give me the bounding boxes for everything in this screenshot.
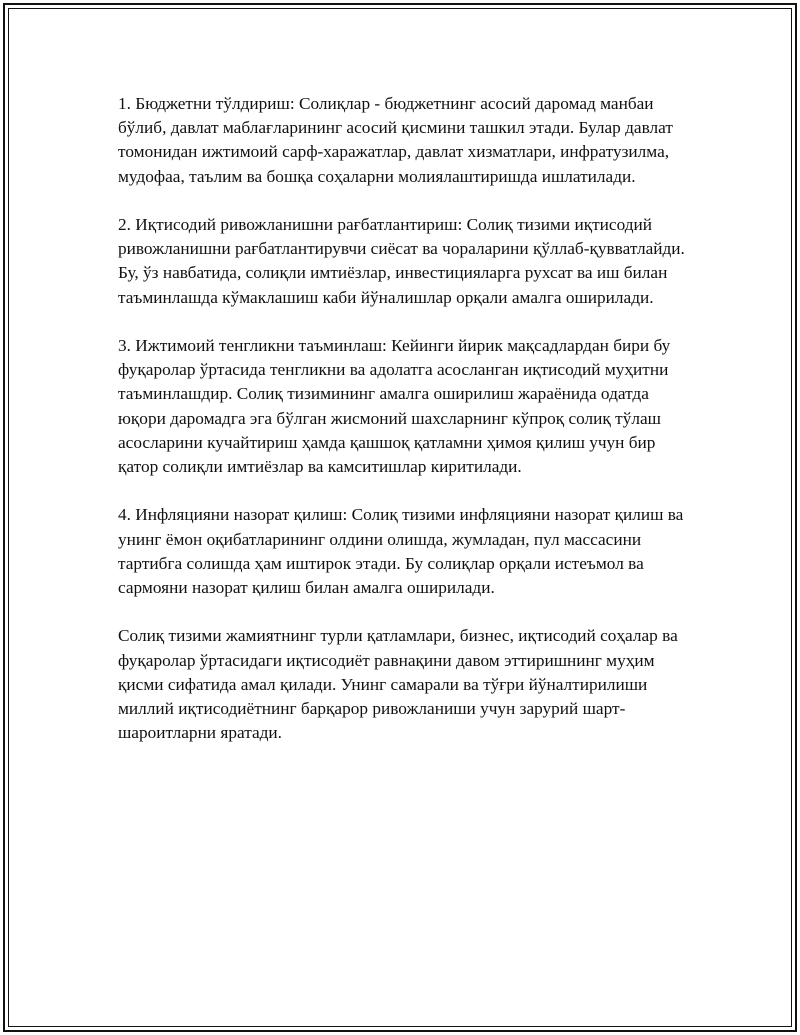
paragraph-social-equality: 3. Ижтимоий тенгликни таъминлаш: Кейинги йирик мақсадлардан бири бу фуқаролар ўртасида тенгликни ва адолатга асосланган иқтисодий муҳитни таъминлашдир. Солиқ тизимининг амалга оширилиш жараёнида одатда юқори даромадга эга бўлган жисмоний шахсларнинг кўпроқ солиқ тўлаш асосларини кучайтириш ҳамда қашшоқ қатламни ҳимоя қилиш учун бир қатор солиқли имтиёзлар ва камситишлар киритилади.	[118, 336, 671, 477]
paragraph-inflation-control: 4. Инфляцияни назорат қилиш: Солиқ тизими инфляцияни назорат қилиш ва унинг ёмон оқибатларининг олдини олишда, жумладан, пул массасини тартибга солишда ҳам иштирок этади. Бу солиқлар орқали истеъмол ва сармояни назорат қилиш билан амалга оширилади.	[118, 505, 684, 598]
paragraph-economic-growth: 2. Иқтисодий ривожланишни рағбатлантириш: Солиқ тизими иқтисодий ривожланишни рағбатлантирувчи сиёсат ва чораларини қўллаб-қувватлайди. Бу, ўз навбатида, солиқли имтиёзлар, инвестицияларга рухсат ва иш билан таъминлашда кўмаклашиш каби йўналишлар орқали амалга оширилади.	[118, 215, 685, 307]
paragraph-conclusion: Солиқ тизими жамиятнинг турли қатламлари, бизнес, иқтисодий соҳалар ва фуқаролар ўртасидаги иқтисодиёт равнақини давом эттиришнинг муҳим қисми сифатида амал қилади. Унинг самарали ва тўғри йўналтирилиши миллий иқтисодиётнинг барқарор ривожланиши учун зарурий шарт-шароитларни яратади.	[118, 626, 678, 743]
paragraph-budget: 1. Бюджетни тўлдириш: Солиқлар - бюджетнинг асосий даромад манбаи бўлиб, давлат маблағларининг асосий қисмини ташкил этади. Булар давлат томонидан ижтимоий сарф-харажатлар, давлат хизматлари, инфратузилма, мудофаа, таълим ва бошқа соҳаларни молиялаштиришда ишлатилади.	[118, 94, 673, 186]
document-body	[118, 92, 698, 745]
